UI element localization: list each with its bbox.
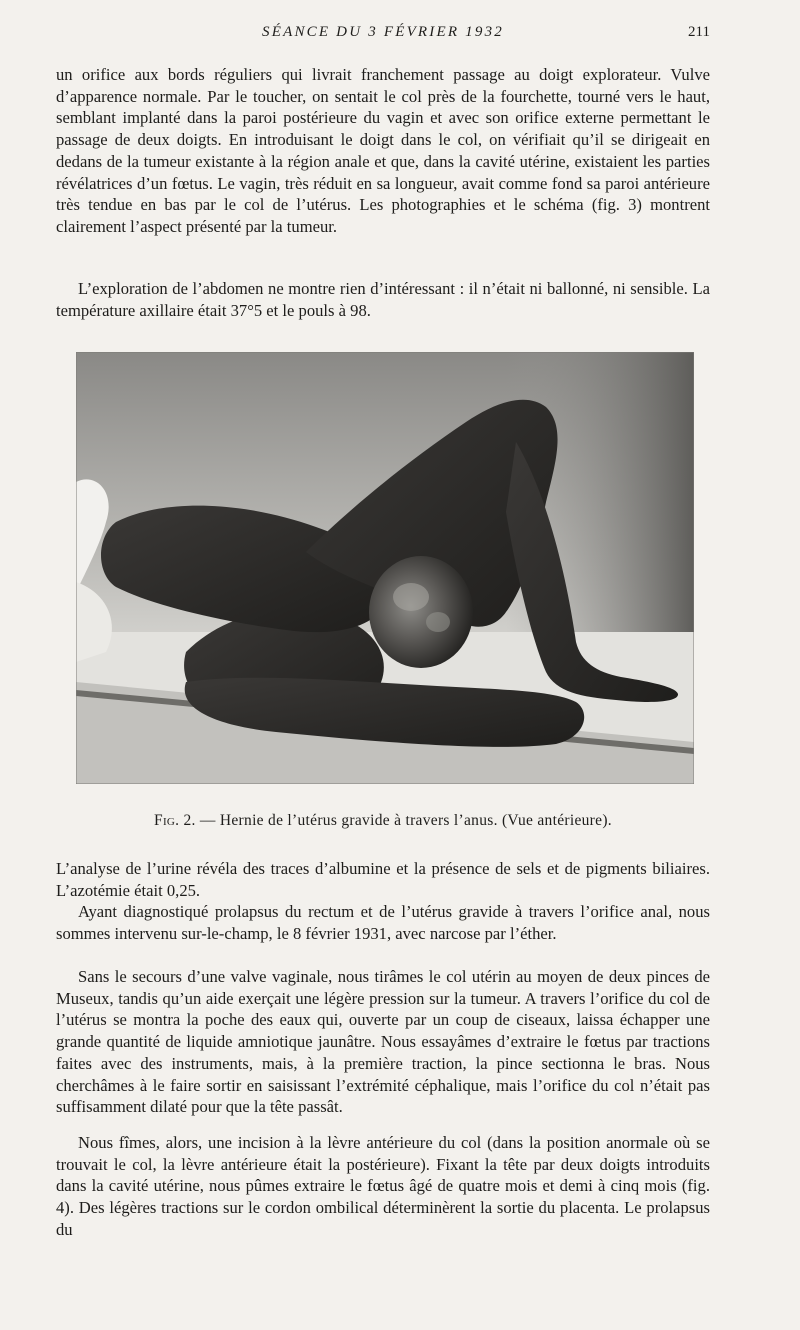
figure-caption-text: — Hernie de l’utérus gravide à travers l’anus. (Vue antérieure). — [195, 812, 612, 829]
body-paragraph-3: L’analyse de l’urine révéla des traces d’albumine et la présence de sels et de pigments biliaires. L’azotémie était 0,25. — [56, 859, 710, 900]
figure-photograph — [76, 352, 694, 784]
running-title: SÉANCE DU 3 FÉVRIER 1932 — [262, 24, 504, 40]
photograph-image — [76, 352, 694, 784]
figure-label: Fig. 2. — [154, 812, 196, 829]
running-header — [56, 22, 710, 46]
body-paragraph-6: Nous fîmes, alors, une incision à la lèvre antérieure du col (dans la position anormale où se trouvait le col, la lèvre antérieure était la postérieure). Fixant la tête par deux doigts introduits dans la cavité utérine, nous pûmes extraire le fœtus âgé de quatre mois et demi à cinq mois (fig. 4). Des légères tractions sur le cordon ombilical déterminèrent la sortie du placenta. Le prolapsus du — [56, 1133, 710, 1239]
figure-caption — [56, 812, 710, 830]
page-number: 211 — [688, 24, 710, 40]
body-paragraph-5: Sans le secours d’une valve vaginale, nous tirâmes le col utérin au moyen de deux pinces de Museux, tandis qu’un aide exerçait une légère pression sur la tumeur. A travers l’orifice du col de l’utérus se montra la poche des eaux qui, ouverte par un coup de ciseaux, laissa échapper une grande quantité de liquide amniotique jaunâtre. Nous essayâmes d’extraire le fœtus par tractions faites avec des instruments, mais, à la première traction, la pince sectionna le bras. Nous cherchâmes à le faire sortir en saisissant l’extrémité céphalique, mais l’orifice du col n’était pas suffisamment dilaté pour que la tête passât. — [56, 967, 710, 1117]
body-paragraph-2: L’exploration de l’abdomen ne montre rien d’intéressant : il n’était ni ballonné, ni sensible. La température axillaire était 37°5 et le pouls à 98. — [56, 279, 710, 320]
body-paragraph-4: Ayant diagnostiqué prolapsus du rectum et de l’utérus gravide à travers l’orifice anal, nous sommes intervenu sur-le-champ, le 8 février 1931, avec narcose par l’éther. — [56, 902, 710, 943]
body-paragraph-1: un orifice aux bords réguliers qui livrait franchement passage au doigt explorateur. Vulve d’apparence normale. Par le toucher, on sentait le col près de la fourchette, tourné vers le haut, semblant implanté dans la paroi postérieure du vagin et avec son orifice externe permettant le passage de deux doigts. En introduisant le doigt dans le col, on vérifiait qu’il se dirigeait en dedans de la tumeur existante à la région anale et que, dans la cavité utérine, existaient les parties révélatrices d’un fœtus. Le vagin, très réduit en sa longueur, avait comme fond sa paroi antérieure très tendue en bas par le col de l’utérus. Les photographies et le schéma (fig. 3) montrent clairement l’aspect présenté par la tumeur. — [56, 65, 710, 236]
